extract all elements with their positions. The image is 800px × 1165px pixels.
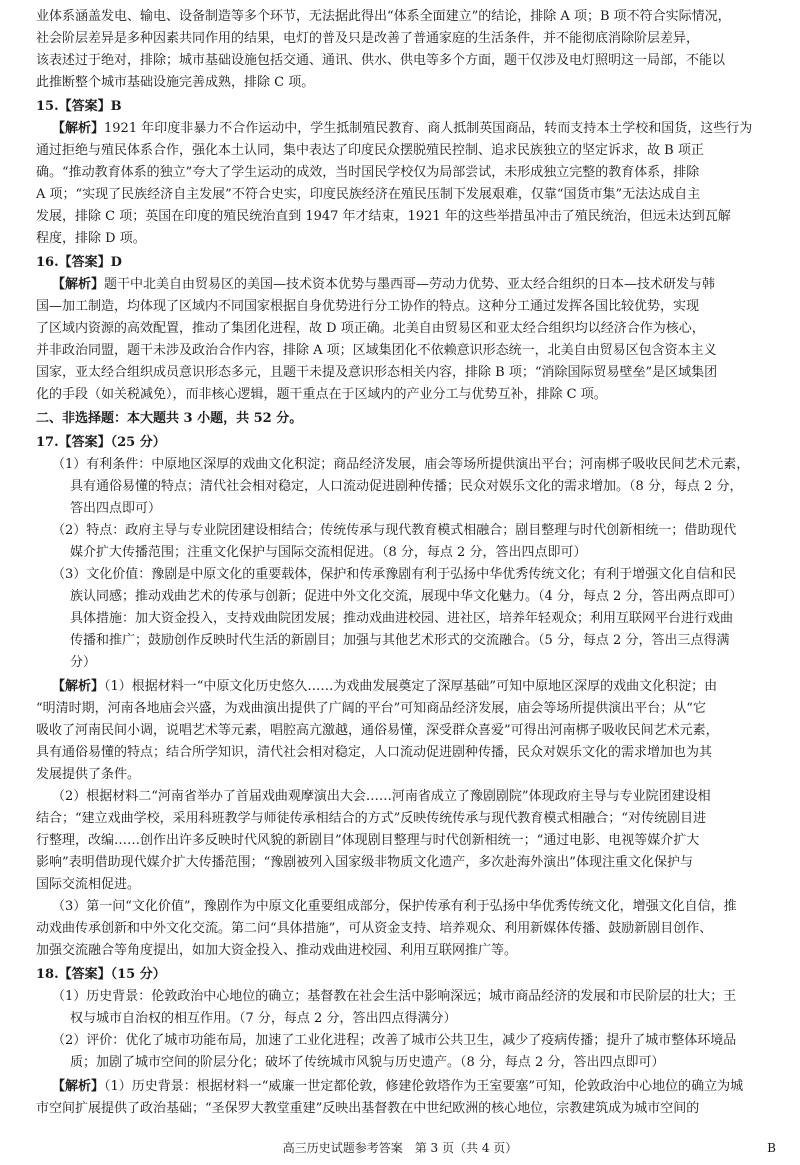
text-line: 发展提供了条件。: [36, 767, 141, 782]
text-line: 具有通俗易懂的特点；清代社会相对稳定，人口流动促进剧种传播；民众对娱乐文化的需求增加。（8 分，每点 2 分，: [70, 479, 743, 494]
text-line: 影响”表明借助现代媒介扩大传播范围；“豫剧被列入国家级非物质文化遗产，多次赴海外演出”体现注重文化保护与: [36, 855, 693, 870]
text-line: “明清时期，河南各地庙会兴盛，为戏曲演出提供了广阔的平台”可知商品经济发展，庙会等场所提供演出平台；从“它: [36, 701, 706, 716]
text-line: 此推断整个城市基础设施完善成熟，排除 C 项。: [36, 75, 315, 90]
text-line: 确。“推动教育体系的独立”夸大了学生运动的成效，当时国民学校仅为局部尝试，未形成独立完整的教育体系，排除: [36, 165, 700, 180]
text-line: 该表述过于绝对，排除；城市基础设施包括交通、通讯、供水、供电等多个方面，题干仅涉及电灯照明这一局部，不能以: [36, 53, 726, 68]
text-line: 答出四点即可）: [70, 501, 162, 516]
text-line: 了区域内资源的高效配置，推动了集团化进程，故 D 项正确。北美自由贸易区和亚太经合组织均以经济合作为核心，: [36, 321, 705, 336]
text-line: 质；加剧了城市空间的阶层分化；破坏了传统城市风貌与历史遗产。（8 分，每点 2 分，答出四点即可）: [70, 1055, 665, 1070]
text-line: （2）根据材料二“河南省举办了首届戏曲观摩演出大会……河南省成立了豫剧剧院”体现政府主导与专业院团建设相: [52, 789, 711, 804]
text-line: （1）历史背景：伦敦政治中心地位的确立；基督教在社会生活中影响深远；城市商品经济的发展和市民阶层的壮大；王: [52, 989, 737, 1004]
text-line: 【解析】题干中北美自由贸易区的美国—技术资本优势与墨西哥—劳动力优势、亚太经合组织的日本—技术研发与韩: [52, 277, 716, 292]
text-line: （1）有利条件：中原地区深厚的戏曲文化积淀；商品经济发展，庙会等场所提供演出平台；河南梆子吸收民间艺术元素，: [52, 457, 750, 472]
text-line: 16.【答案】D: [36, 255, 122, 270]
text-line: 18.【答案】（15 分）: [36, 967, 166, 982]
text-line: 分）: [70, 655, 97, 670]
text-line: 国际交流相促进。: [36, 877, 141, 892]
text-line: （3）第一问“文化价值”，豫剧作为中原文化重要组成部分，保护传承有利于弘扬中华优秀传统文化，增强文化自信，推: [52, 899, 737, 914]
text-line: 族认同感；推动戏曲艺术的传承与创新；促进中外文化交流，展现中华文化魅力。（4 分，每点 2 分，答出两点即可）: [70, 589, 743, 604]
text-line: 【解析】（1）历史背景：根据材料一“威廉一世定都伦敦，修建伦敦塔作为王室要塞”可知，伦敦政治中心地位的确立为城: [52, 1079, 744, 1094]
text-line: 业体系涵盖发电、输电、设备制造等多个环节，无法据此得出“体系全面建立”的结论，排除 A 项；B 项不符合实际情况，: [36, 9, 731, 24]
text-line: 通过拒绝与殖民体系合作，强化本土认同，集中表达了印度民众摆脱殖民控制、追求民族独立的坚定诉求，故 B 项正: [36, 143, 704, 158]
text-line: 程度，排除 D 项。: [36, 231, 146, 246]
text-line: 结合；“建立戏曲学校，采用科班教学与师徒传承相结合的方式”反映传统传承与现代教育模式相融合；“对传统剧目进: [36, 811, 706, 826]
text-line: 权与城市自治权的相互作用。（7 分，每点 2 分，答出四点得满分）: [70, 1011, 457, 1026]
text-line: 国—加工制造，均体现了区域内不同国家根据自身优势进行分工协作的特点。这种分工通过发挥各国比较优势，实现: [36, 299, 700, 314]
text-line: 具体措施：加大资金投入，支持戏曲院团发展；推动戏曲进校园、进社区，培养年轻观众；利用互联网平台进行戏曲: [70, 611, 734, 626]
text-line: 具有通俗易懂的特点；结合所学知识，清代社会相对稳定，人口流动促进剧种传播，民众对娱乐文化的需求增加也为其: [36, 745, 713, 760]
text-line: 【解析】1921 年印度非暴力不合作运动中，学生抵制殖民教育、商人抵制英国商品，转而支持本土学校和国货，这些行为: [52, 121, 753, 136]
text-line: 发展，排除 C 项；英国在印度的殖民统治直到 1947 年才结束，1921 年的这些举措虽冲击了殖民统治，但远未达到瓦解: [36, 209, 731, 224]
text-line: 加强交流融合等角度提出，如加大资金投入、推动戏曲进校园、利用互联网推广等。: [36, 943, 518, 958]
text-line: 传播和推广；鼓励创作反映时代生活的新剧目；加强与其他艺术形式的交流融合。（5 分，每点 2 分，答出三点得满: [70, 633, 730, 648]
text-line: 【解析】（1）根据材料一“中原文化历史悠久……为戏曲发展奠定了深厚基础”可知中原地区深厚的戏曲文化积淀；由: [52, 679, 718, 694]
text-line: 17.【答案】（25 分）: [36, 435, 166, 450]
page-footer: [0, 1138, 800, 1158]
text-line: 国家，亚太经合组织成员意识形态多元，且题干未提及意识形态相关内容，排除 B 项；“消除国际贸易壁垒”是区域集团: [36, 365, 718, 380]
footer-version-code: B: [767, 1141, 776, 1155]
text-line: A 项；“实现了民族经济自主发展”不符合史实，印度民族经济在殖民压制下发展艰难，仅靠“国货市集”无法达成自主: [36, 187, 701, 202]
footer-page-info: 高三历史试题参考答案 第 3 页（共 4 页）: [282, 1141, 518, 1155]
text-line: 市空间扩展提供了政治基础；“圣保罗大教堂重建”反映出基督教在中世纪欧洲的核心地位，宗教建筑成为城市空间的: [36, 1101, 700, 1116]
text-line: （2）特点：政府主导与专业院团建设相结合；传统传承与现代教育模式相融合；剧目整理与时代创新相统一；借助现代: [52, 523, 737, 538]
text-line: 15.【答案】B: [36, 99, 122, 114]
text-line: 二、非选择题：本大题共 3 小题，共 52 分。: [36, 411, 303, 426]
text-line: 并非政治同盟，题干未涉及政治合作内容，排除 A 项；区域集团化不依赖意识形态统一，北美自由贸易区包含资本主义: [36, 343, 717, 358]
text-line: （3）文化价值：豫剧是中原文化的重要载体，保护和传承豫剧有利于弘扬中华优秀传统文化；有利于增强文化自信和民: [52, 567, 737, 582]
text-line: 社会阶层差异是多种因素共同作用的结果，电灯的普及只是改善了普通家庭的生活条件，并不能彻底消除阶层差异，: [36, 31, 700, 46]
text-line: 吸收了河南民间小调，说唱艺术等元素，唱腔高亢激越，通俗易懂，深受群众喜爱”可得出河南梆子吸收民间艺术元素，: [36, 723, 719, 738]
text-line: 化的手段（如关税减免），而非核心逻辑，题干重点在于区域内的产业分工与优势互补，排除 C 项。: [36, 387, 607, 402]
text-line: 动戏曲传承创新和中外文化交流。第二问“具体措施”，可从资金支持、培养观众、利用新媒体传播、鼓励新剧目创作、: [36, 921, 713, 936]
text-line: 行整理，改编……创作出许多反映时代风貌的新剧目”体现剧目整理与时代创新相统一；“通过电影、电视等媒介扩大: [36, 833, 700, 848]
text-line: 媒介扩大传播范围；注重文化保护与国际交流相促进。（8 分，每点 2 分，答出四点即可）: [70, 545, 587, 560]
text-line: （2）评价：优化了城市功能布局，加速了工业化进程；改善了城市公共卫生，减少了疫病传播；提升了城市整体环境品: [52, 1033, 737, 1048]
